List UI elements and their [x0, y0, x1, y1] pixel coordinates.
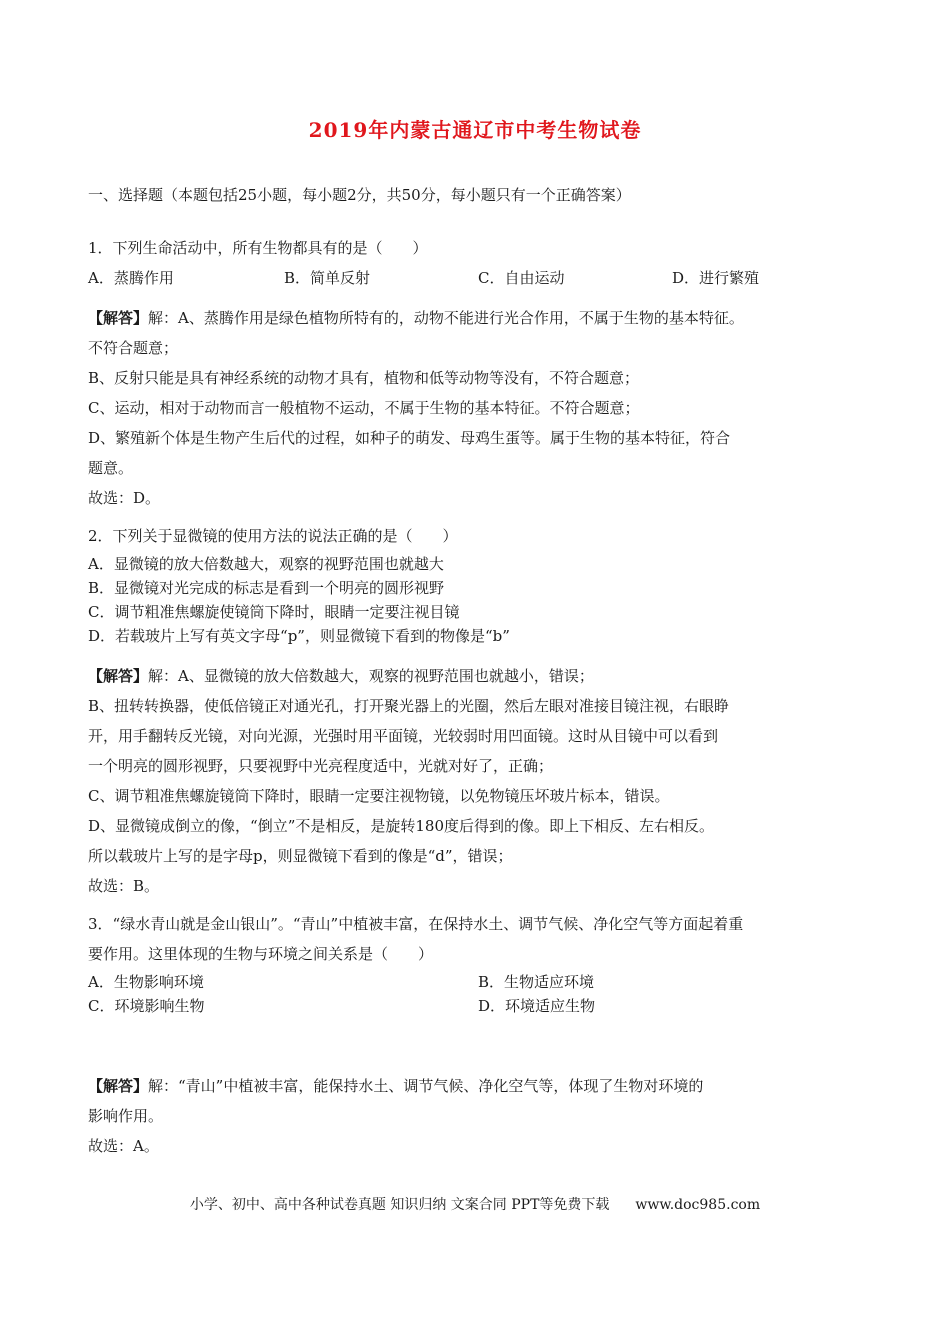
- footer-url[interactable]: www.doc985.com: [635, 1197, 761, 1213]
- question-2-option-a: A．显微镜的放大倍数越大，观察的视野范围也就越大: [88, 555, 444, 573]
- answer-text: 解：“青山”中植被丰富，能保持水土、调节气候、净化空气等，体现了生物对环境的: [148, 1077, 704, 1095]
- question-2-answer-line: C、调节粗准焦螺旋镜筒下降时，眼睛一定要注视物镜，以免物镜压坏玻片标本，错误。: [88, 787, 670, 805]
- question-2-stem: 2．下列关于显微镜的使用方法的说法正确的是（ ）: [88, 527, 458, 545]
- question-2-answer-line: D、显微镜成倒立的像，“倒立”不是相反，是旋转180度后得到的像。即上下相反、左右相反。: [88, 817, 714, 835]
- question-1-stem: 1．下列生命活动中，所有生物都具有的是（ ）: [88, 239, 428, 257]
- question-3-option-d: D．环境适应生物: [478, 997, 596, 1015]
- document-title: 2019年内蒙古通辽市中考生物试卷: [308, 118, 642, 142]
- question-2-answer-line: B、扭转转换器，使低倍镜正对通光孔，打开聚光器上的光圈，然后左眼对准接目镜注视，右眼睁: [88, 697, 730, 715]
- answer-text: 解：A、蒸腾作用是绿色植物所特有的，动物不能进行光合作用，不属于生物的基本特征。: [148, 309, 744, 327]
- question-1-option-c: C．自由运动: [478, 269, 565, 287]
- question-2-answer-line: 故选：B。: [88, 877, 160, 895]
- question-3-option-c: C．环境影响生物: [88, 997, 205, 1015]
- question-3-answer-line: [88, 1076, 703, 1096]
- footer-text: 小学、初中、高中各种试卷真题 知识归纳 文案合同 PPT等免费下载: [189, 1197, 610, 1213]
- question-1-answer-line: [88, 308, 744, 328]
- question-3-option-b: B．生物适应环境: [478, 973, 595, 991]
- question-2-option-d: D．若载玻片上写有英文字母“p”，则显微镜下看到的物像是“b”: [88, 627, 510, 645]
- page-footer: [0, 1194, 950, 1214]
- question-2-answer-line: 开，用手翻转反光镜，对向光源，光强时用平面镜，光较弱时用凹面镜。这时从目镜中可以看到: [88, 727, 719, 745]
- question-2-option-b: B．显微镜对光完成的标志是看到一个明亮的圆形视野: [88, 579, 445, 597]
- question-3-answer-line: 影响作用。: [88, 1107, 164, 1125]
- question-1-answer-line: C、运动，相对于动物而言一般植物不运动，不属于生物的基本特征。不符合题意；: [88, 399, 640, 417]
- question-1-answer-line: B、反射只能是具有神经系统的动物才具有，植物和低等动物等没有，不符合题意；: [88, 369, 640, 387]
- question-2-option-c: C．调节粗准焦螺旋使镜筒下降时，眼睛一定要注视目镜: [88, 603, 460, 621]
- answer-tag: 【解答】: [88, 667, 149, 685]
- question-2-answer-line: 所以载玻片上写的是字母p，则显微镜下看到的像是“d”，错误；: [88, 847, 513, 865]
- question-1-answer-line: 故选：D。: [88, 489, 161, 507]
- question-1-answer-line: 题意。: [88, 459, 134, 477]
- question-3-stem: 3．“绿水青山就是金山银山”。“青山”中植被丰富，在保持水土、调节气候、净化空气等方面起着重: [88, 915, 744, 933]
- answer-tag: 【解答】: [88, 1077, 149, 1095]
- question-2-answer-line: 一个明亮的圆形视野，只要视野中光亮程度适中，光就对好了，正确；: [88, 757, 554, 775]
- question-1-answer-line: 不符合题意；: [88, 339, 179, 357]
- question-3-answer-line: 故选：A。: [88, 1137, 159, 1155]
- question-3-option-a: A．生物影响环境: [88, 973, 204, 991]
- question-1-answer-line: D、繁殖新个体是生物产生后代的过程，如种子的萌发、母鸡生蛋等。属于生物的基本特征，符合: [88, 429, 731, 447]
- question-3-stem: 要作用。这里体现的生物与环境之间关系是（ ）: [88, 945, 434, 963]
- question-1-option-a: A．蒸腾作用: [88, 269, 174, 287]
- question-2-answer-line: [88, 666, 594, 686]
- answer-text: 解：A、显微镜的放大倍数越大，观察的视野范围也就越小，错误；: [148, 667, 594, 685]
- question-1-option-b: B．简单反射: [284, 269, 371, 287]
- answer-tag: 【解答】: [88, 309, 149, 327]
- question-1-option-d: D．进行繁殖: [672, 269, 760, 287]
- section-header: 一、选择题（本题包括25小题，每小题2分，共50分，每小题只有一个正确答案）: [88, 186, 631, 204]
